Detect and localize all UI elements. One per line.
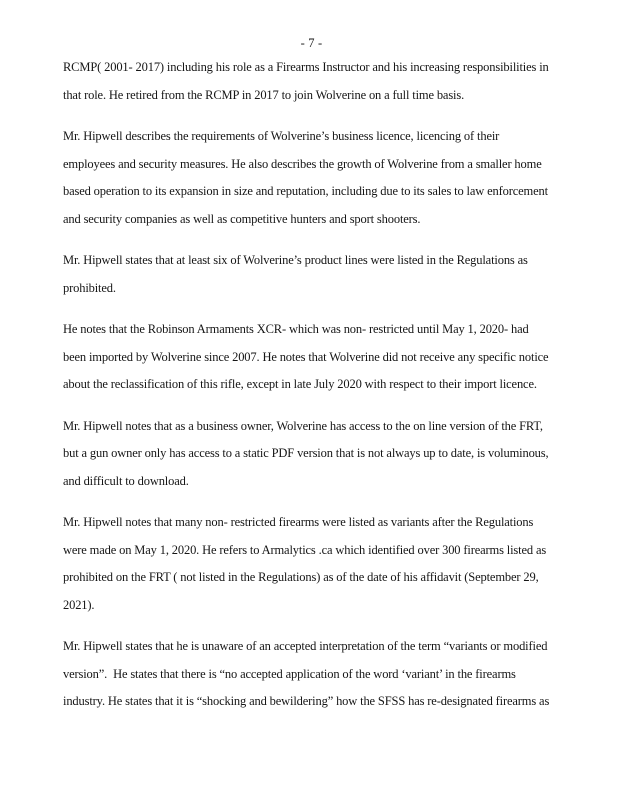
text-line: prohibited.	[63, 280, 116, 295]
paragraph	[63, 247, 583, 302]
document-body	[63, 54, 583, 730]
paragraph	[63, 123, 583, 233]
text-line: Mr. Hipwell notes that as a business owner, Wolverine has access to the on line version of the FRT,	[63, 418, 543, 433]
text-line: 2021).	[63, 597, 95, 612]
text-line: been imported by Wolverine since 2007. He notes that Wolverine did not receive any specific notice	[63, 349, 549, 364]
paragraph	[63, 413, 583, 496]
text-line: Mr. Hipwell states that he is unaware of an accepted interpretation of the term “variants or modified	[63, 639, 548, 653]
text-line: Mr. Hipwell describes the requirements of Wolverine’s business licence, licencing of their	[63, 129, 500, 143]
text-line: and security companies as well as competitive hunters and sport shooters.	[63, 211, 421, 226]
text-line: but a gun owner only has access to a static PDF version that is not always up to date, is voluminous,	[63, 446, 549, 460]
text-line: RCMP( 2001- 2017) including his role as a Firearms Instructor and his increasing responsibilities in	[63, 60, 549, 74]
text-line: Mr. Hipwell notes that many non- restricted firearms were listed as variants after the Regulations	[63, 515, 534, 529]
text-line: version”. He states that there is “no accepted application of the word ‘variant’ in the firearms	[63, 666, 516, 681]
text-line: employees and security measures. He also describes the growth of Wolverine from a smaller home	[63, 156, 542, 171]
paragraph	[63, 54, 583, 109]
paragraph	[63, 509, 583, 619]
page-number: - 7 -	[300, 36, 323, 50]
text-line: prohibited on the FRT ( not listed in the Regulations) as of the date of his affidavit (September 29,	[63, 570, 539, 584]
text-line: that role. He retired from the RCMP in 2017 to join Wolverine on a full time basis.	[63, 87, 465, 102]
paragraph	[63, 316, 583, 399]
text-line: Mr. Hipwell states that at least six of Wolverine’s product lines were listed in the Regulations as	[63, 253, 528, 267]
text-line: He notes that the Robinson Armaments XCR- which was non- restricted until May 1, 2020- had	[63, 322, 529, 336]
text-line: based operation to its expansion in size and reputation, including due to its sales to law enforcement	[63, 184, 548, 198]
text-line: and difficult to download.	[63, 473, 189, 488]
text-line: about the reclassification of this rifle, except in late July 2020 with respect to their import licence.	[63, 377, 537, 391]
text-line: were made on May 1, 2020. He refers to Armalytics .ca which identified over 300 firearms listed as	[63, 542, 547, 557]
paragraph	[63, 633, 583, 716]
text-line: industry. He states that it is “shocking and bewildering” how the SFSS has re-designated firearms as	[63, 694, 550, 708]
